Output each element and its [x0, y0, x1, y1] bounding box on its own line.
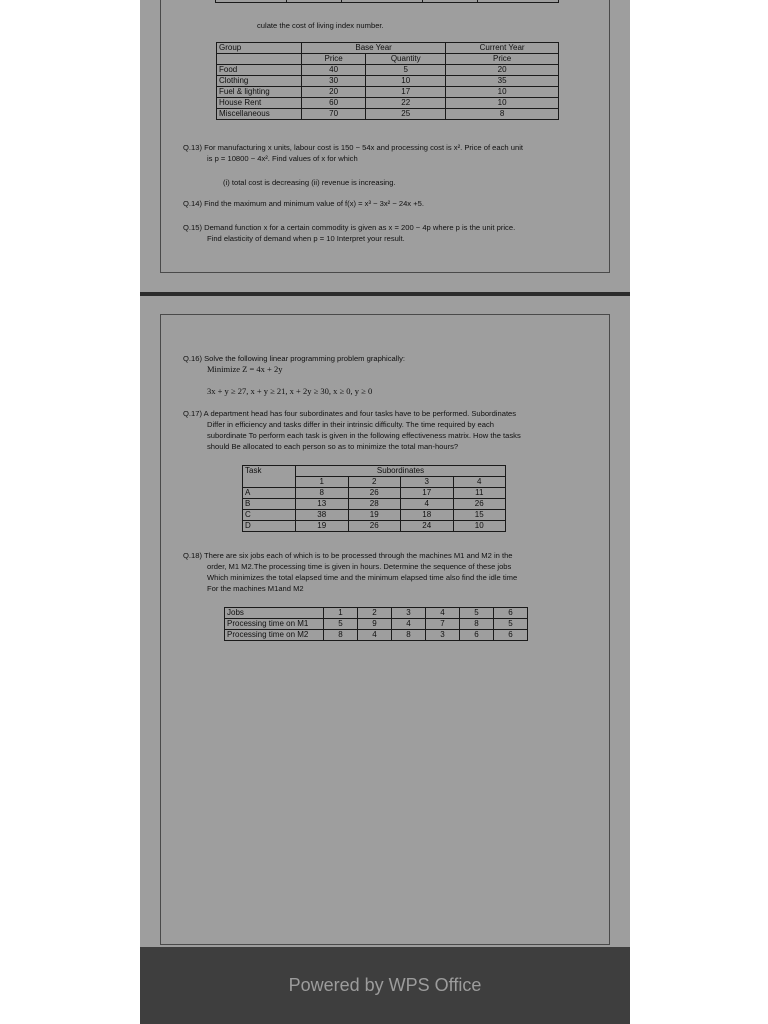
cell: 2 [348, 477, 401, 488]
cell: 10 [446, 98, 559, 109]
table-row [225, 619, 528, 630]
cell: 5 [494, 619, 528, 630]
document-page-2 [160, 314, 610, 945]
cell: 5 [366, 65, 446, 76]
question-17-line-2: Differ in efficiency and tasks differ in their intrinsic difficulty. The time required by each [207, 420, 495, 429]
table-row [225, 630, 528, 641]
cell: 11 [453, 488, 506, 499]
table-row [217, 65, 559, 76]
cell: 4 [392, 619, 426, 630]
cell: C [243, 510, 296, 521]
previous-table-fragment [215, 0, 559, 3]
question-18-line-1: Q.18) There are six jobs each of which is to be processed through the machines M1 and M2 in the [183, 551, 513, 560]
table-row [217, 109, 559, 120]
cell: 35 [446, 76, 559, 87]
question-13-line-2: is p = 10800 − 4x². Find values of x for which [207, 154, 358, 163]
question-13-line-1: Q.13) For manufacturing x units, labour cost is 150 − 54x and processing cost is x². Price of each unit [183, 143, 523, 152]
header-subordinates: Subordinates [296, 466, 506, 477]
cell [287, 0, 342, 3]
cell: 1 [296, 477, 349, 488]
cell: 6 [494, 630, 528, 641]
cell: 18 [401, 510, 454, 521]
question-17-line-3: subordinate To perform each task is given in the following effectiveness matrix. How the tasks [207, 431, 521, 440]
cell: 6 [494, 608, 528, 619]
question-16-constraints: 3x + y ≥ 27, x + y ≥ 21, x + 2y ≥ 30, x ≥ 0, y ≥ 0 [207, 386, 373, 396]
cell: 1 [324, 608, 358, 619]
cell: 25 [366, 109, 446, 120]
cell: 26 [348, 488, 401, 499]
cell: 2 [358, 608, 392, 619]
wps-footer-banner[interactable] [140, 947, 630, 1024]
cell: 13 [296, 499, 349, 510]
cell: 3 [401, 477, 454, 488]
document-viewer[interactable] [140, 0, 630, 1024]
question-intro: culate the cost of living index number. [257, 21, 384, 30]
question-18-line-4: For the machines M1and M2 [207, 584, 304, 593]
table-row [217, 76, 559, 87]
question-16-objective: Minimize Z = 4x + 2y [207, 364, 283, 374]
table-row [216, 0, 559, 3]
cell: 20 [302, 87, 366, 98]
cell: 19 [348, 510, 401, 521]
header-jobs: Jobs [225, 608, 324, 619]
cell: 9 [358, 619, 392, 630]
table-row [243, 510, 506, 521]
cell: 3 [426, 630, 460, 641]
header-base-year: Base Year [302, 43, 446, 54]
cell: 6 [460, 630, 494, 641]
question-15-line-2: Find elasticity of demand when p = 10 Interpret your result. [207, 234, 405, 243]
question-17-line-4: should Be allocated to each person so as to minimize the total man-hours? [207, 442, 459, 451]
cell: Fuel & lighting [217, 87, 302, 98]
cell [342, 0, 423, 3]
cell: 26 [453, 499, 506, 510]
question-17-line-1: Q.17) A department head has four subordinates and four tasks have to be performed. Subordinates [183, 409, 517, 418]
cost-of-living-table [216, 42, 559, 120]
cell: A [243, 488, 296, 499]
cell: 15 [453, 510, 506, 521]
cell: 4 [453, 477, 506, 488]
cell [478, 0, 559, 3]
cell: 8 [392, 630, 426, 641]
cell: Miscellaneous [217, 109, 302, 120]
question-13-line-3: (i) total cost is decreasing (ii) revenue is increasing. [223, 178, 396, 187]
document-page-1 [160, 0, 610, 273]
job-sequencing-table [224, 607, 528, 641]
cell: 10 [446, 87, 559, 98]
cell: 4 [401, 499, 454, 510]
page-divider [140, 292, 630, 296]
table-subheader-row [217, 54, 559, 65]
cell: 8 [460, 619, 494, 630]
cell: 5 [460, 608, 494, 619]
cell: 24 [401, 521, 454, 532]
cell: 8 [446, 109, 559, 120]
cell: 17 [366, 87, 446, 98]
table-header-row [243, 466, 506, 477]
header-quantity: Quantity [366, 54, 446, 65]
footer-text: Powered by WPS Office [288, 975, 482, 995]
cell: 10 [453, 521, 506, 532]
cell: 8 [324, 630, 358, 641]
table-row [217, 87, 559, 98]
table-row [225, 608, 528, 619]
table-row [243, 499, 506, 510]
row-label-m1: Processing time on M1 [225, 619, 324, 630]
question-16-line-1: Q.16) Solve the following linear programming problem graphically: [183, 354, 406, 363]
cell: 20 [446, 65, 559, 76]
cell: 8 [296, 488, 349, 499]
cell: B [243, 499, 296, 510]
cell: 40 [302, 65, 366, 76]
question-18-line-2: order, M1 M2.The processing time is given in hours. Determine the sequence of these jobs [207, 562, 512, 571]
cell: 26 [348, 521, 401, 532]
cell: 17 [401, 488, 454, 499]
cell: 3 [392, 608, 426, 619]
cell: 10 [366, 76, 446, 87]
cell: 30 [302, 76, 366, 87]
header-current-year: Current Year [446, 43, 559, 54]
cell: D [243, 521, 296, 532]
row-label-m2: Processing time on M2 [225, 630, 324, 641]
cell: 38 [296, 510, 349, 521]
question-18-line-3: Which minimizes the total elapsed time and the minimum elapsed time also find the idle time [207, 573, 518, 582]
question-14: Q.14) Find the maximum and minimum value of f(x) = x³ − 3x² − 24x +5. [183, 199, 424, 208]
header-task: Task [243, 466, 296, 488]
table-row [243, 488, 506, 499]
cell: 70 [302, 109, 366, 120]
cell: House Rent [217, 98, 302, 109]
header-price-current: Price [446, 54, 559, 65]
cell: Clothing [217, 76, 302, 87]
cell: 28 [348, 499, 401, 510]
effectiveness-matrix-table [242, 465, 506, 532]
cell: 60 [302, 98, 366, 109]
cell: 4 [426, 608, 460, 619]
cell [217, 54, 302, 65]
header-group: Group [217, 43, 302, 54]
question-15-line-1: Q.15) Demand function x for a certain commodity is given as x = 200 − 4p where p is the unit price. [183, 223, 516, 232]
cell [422, 0, 477, 3]
cell: 7 [426, 619, 460, 630]
cell: 5 [324, 619, 358, 630]
header-price: Price [302, 54, 366, 65]
cell: 19 [296, 521, 349, 532]
cell: 22 [366, 98, 446, 109]
table-row [243, 521, 506, 532]
cell [216, 0, 287, 3]
table-header-row [217, 43, 559, 54]
cell: Food [217, 65, 302, 76]
cell: 4 [358, 630, 392, 641]
table-row [217, 98, 559, 109]
